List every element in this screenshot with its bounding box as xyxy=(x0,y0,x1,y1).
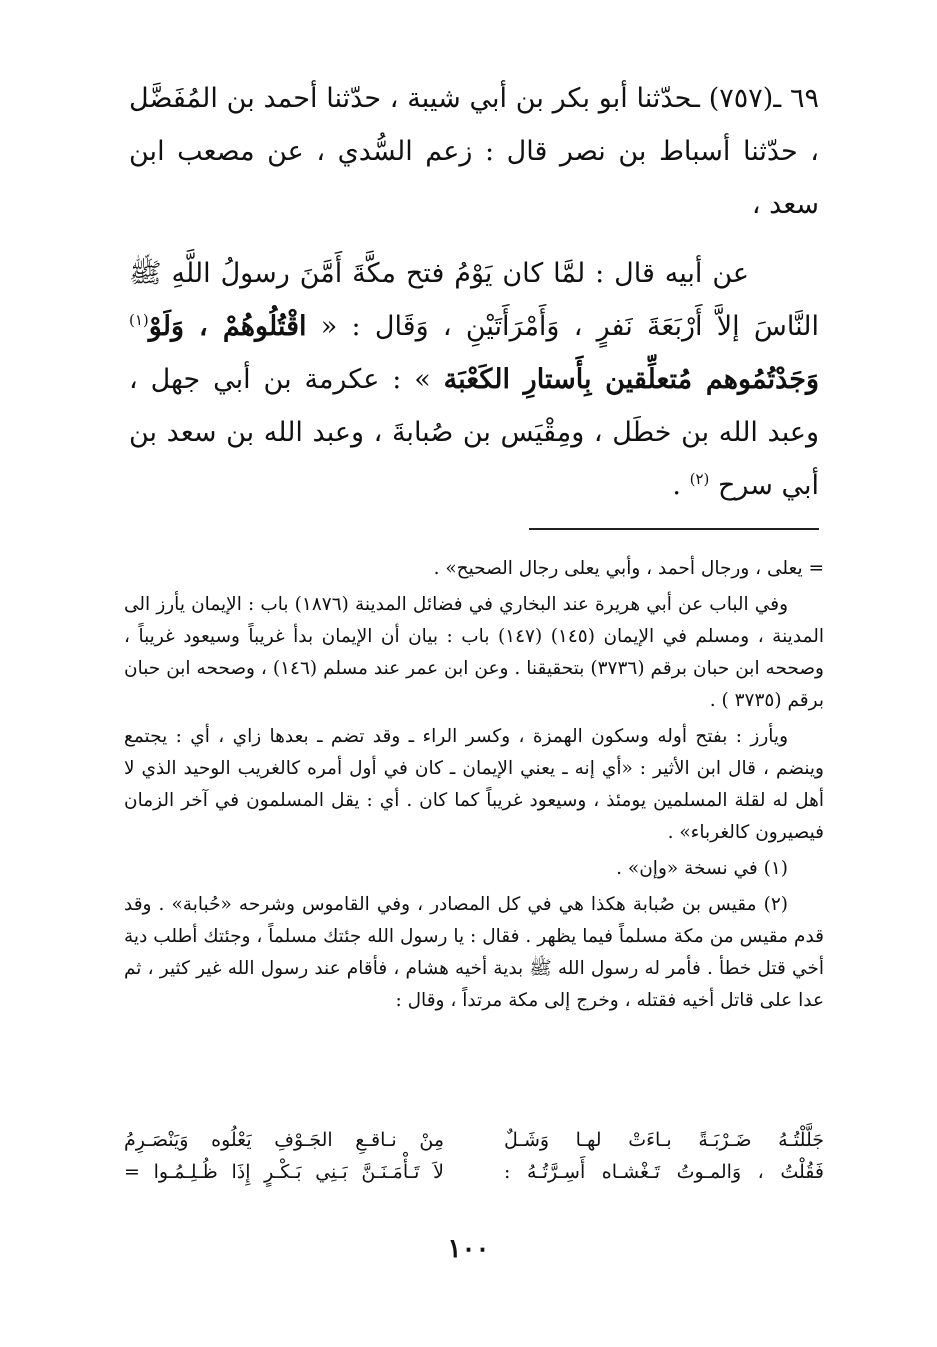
footnote-separator xyxy=(529,528,819,530)
matn-after: » : عكرمة بن أبي جهل ، وعبد الله بن خطَل ، ومِقْيَس بن صُبابةَ ، وعبد الله بن سعد بن أبي سرح xyxy=(129,364,819,501)
footnote-ref-2: (٢) xyxy=(689,470,710,488)
verse-2-second-hemistich: لاَ تَـأْمَـنَـنَّ بَـنِي بَـكْـرٍ إِذَا ظُـلِـمُـوا = xyxy=(124,1161,444,1183)
page-number: ١٠٠ xyxy=(447,1234,490,1264)
verse-line-2 xyxy=(124,1156,824,1188)
hadith-text xyxy=(129,72,819,512)
poetry-verses xyxy=(124,1124,824,1188)
footnote-yarizu: ويأرز : بفتح أوله وسكون الهمزة ، وكسر الراء ـ وقد تضم ـ بعدها زاي ، أي : يجتمع وينضم ، قال ابن الأثير : «أي إنه ـ يعني الإيمان ـ كان في أول أمره كالغريب الوحيد الذي لا أهل له لقلة المسلمين يومئذ ، وسيعود غريباً كما كان . أي : يقل المسلمون في آخر الزمان فيصيرون كالغرباء» . xyxy=(124,726,824,843)
verse-2-first-hemistich: فَقُلْتُ ، وَالمـوتُ تَـغْشـاه أَسِـرَّتُـهُ : xyxy=(504,1161,824,1183)
footnote-ref-1: (١) xyxy=(129,311,149,329)
footnote-continuation: = يعلى ، ورجال أحمد ، وأبي يعلى رجال الصحيح» . xyxy=(433,558,824,579)
matn-bold-2: وَجَدْتُمُوهم مُتعلِّقين بِأَستارِ الكَعْبَة xyxy=(443,364,820,395)
verse-1-second-hemistich: مِنْ نـاقـعِ الجَـوْفِ يَعْلُوه وَيَنْصَـرِمُ xyxy=(124,1129,444,1151)
verse-line-1 xyxy=(124,1124,824,1156)
footnote-bab: وفي الباب عن أبي هريرة عند البخاري في فضائل المدينة (١٨٧٦) باب : الإيمان يأرز الى المدينة ، ومسلم في الإيمان (١٤٥) (١٤٧) باب : بيان أن الإيمان بدأ غريباً وسيعود غريباً ، وصححه ابن حبان برقم (٣٧٣٦) بتحقيقنا . وعن ابن عمر عند مسلم (١٤٦) ، وصححه ابن حبان برقم (٣٧٣٥ ) . xyxy=(124,594,824,711)
footnotes xyxy=(124,553,824,1021)
footnote-2: (٢) مقيس بن صُبابة هكذا هي في كل المصادر ، وفي القاموس وشرحه «حُبابة» . وقد قدم مقيس من مكة مسلماً فيما يظهر . فقال : يا رسول الله جئتك مسلماً ، وجئتك أطلب دية أخي قتل خطأ . فأمر له رسول الله ﷺ بدية أخيه هشام ، فأقام عند رسول الله غير كثير ، ثم عدا على قاتل أخيه فقتله ، وخرج إلى مكة مرتداً ، وقال : xyxy=(124,894,824,1011)
matn-before: عن أبيه قال : لمَّا كان يَوْمُ فتح مكَّةَ أَمَّنَ رسولُ اللَّهِ ﷺ النَّاسَ إلاَّ أَرْبَعَةَ نَفرٍ ، وَأَمْرَأَتَيْنِ ، وَقَال : « xyxy=(129,258,819,342)
matn-end: . xyxy=(672,470,690,501)
footnote-1: (١) في نسخة «وإن» . xyxy=(616,858,788,879)
matn-bold-1: اقْتُلُوهُمْ ، وَلَوْ xyxy=(148,311,307,342)
hadith-isnad: ٦٩ ـ(٧٥٧) ـحدّثنا أبو بكر بن أبي شيبة ، حدّثنا أحمد بن المُفَضَّل ، حدّثنا أسباط بن نصر قال : زعم السُّدي ، عن مصعب ابن سعد ، xyxy=(129,83,819,220)
verse-1-first-hemistich: جَلَّلْتُـهُ ضَـرْبَـةً بـاءَتْ لهـا وَشَـلٌ xyxy=(504,1129,824,1151)
hadith-matn xyxy=(129,247,819,512)
